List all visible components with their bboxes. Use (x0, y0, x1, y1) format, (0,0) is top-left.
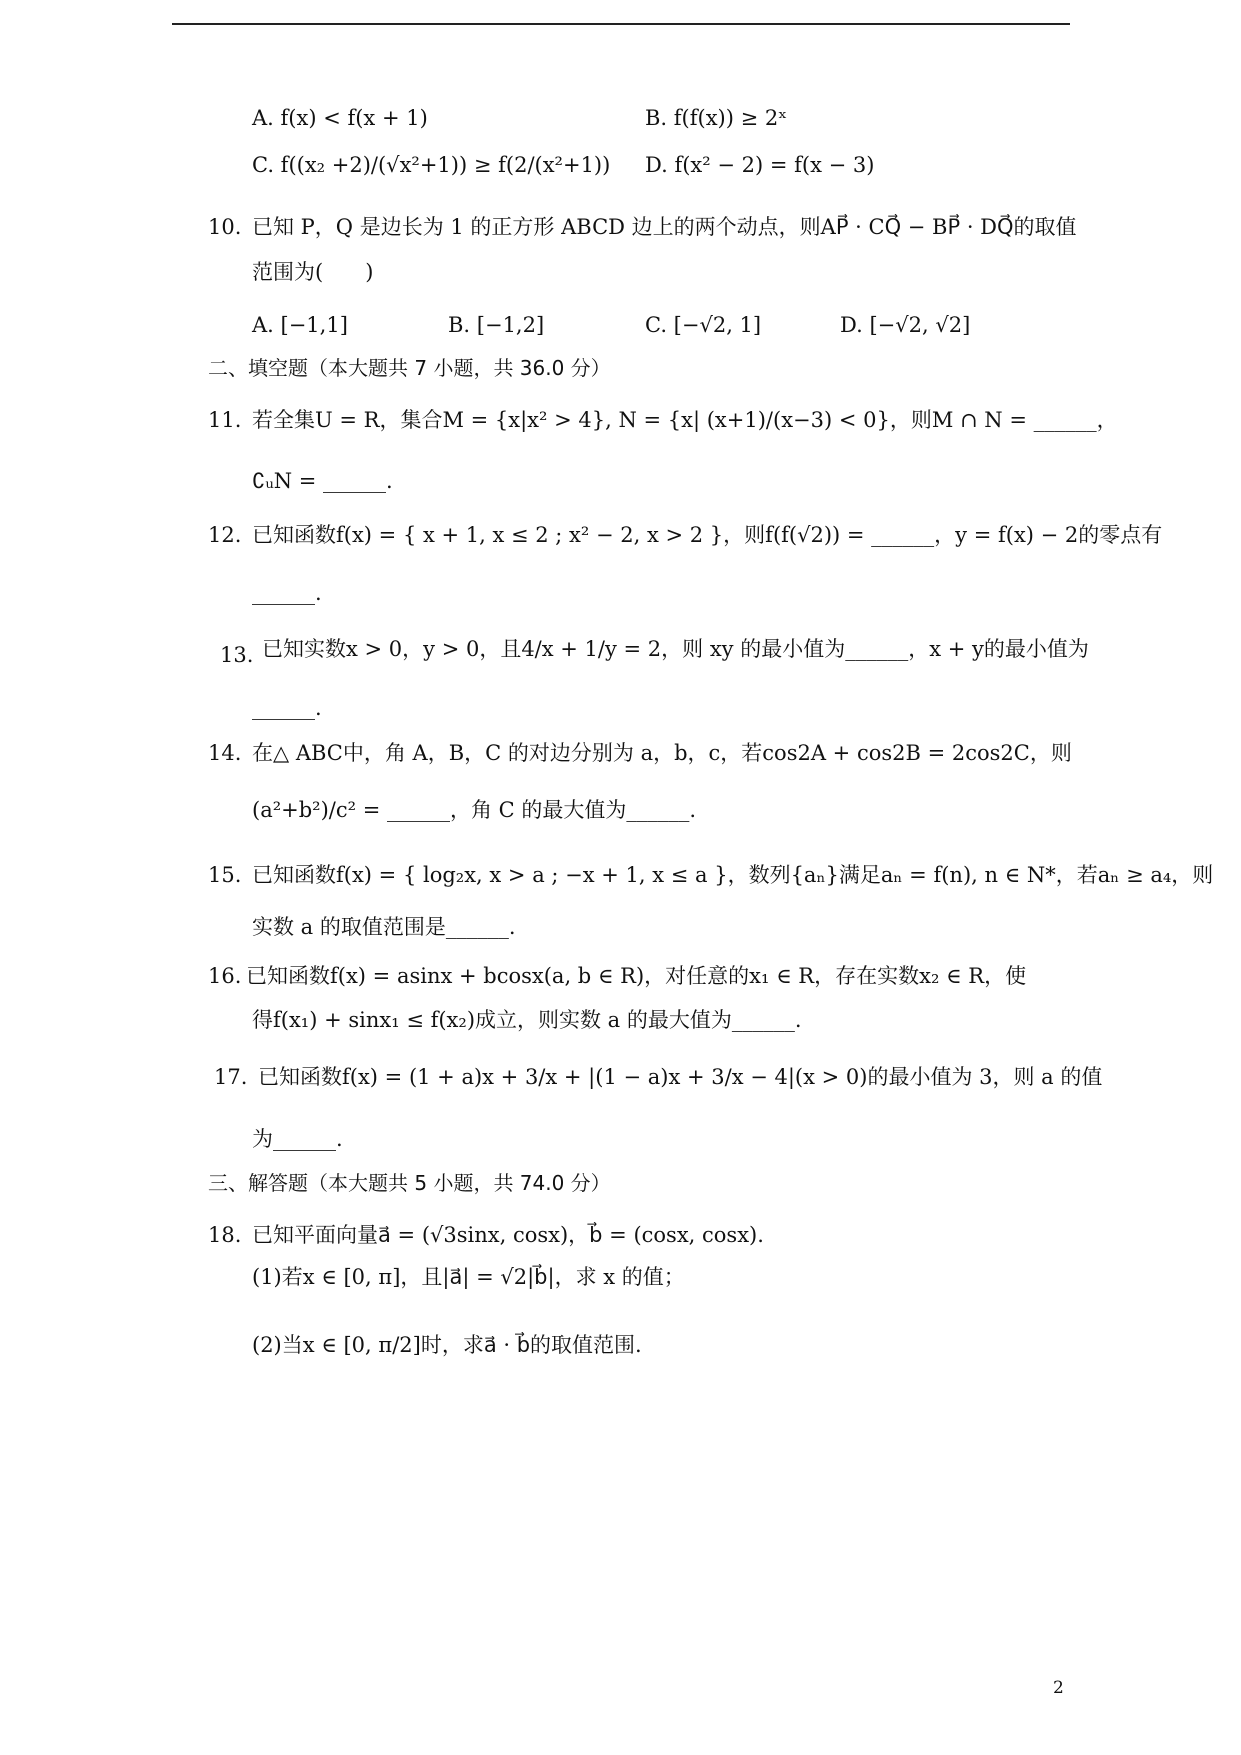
q18-number: 18. (208, 1223, 242, 1247)
q9-option-b: B. f(f(x)) ≥ 2ˣ (645, 106, 788, 130)
section-heading-fill-in: 二、填空题（本大题共 7 小题，共 36.0 分） (208, 356, 611, 380)
page-number: 2 (1053, 1678, 1064, 1698)
q10-text-line1: 已知 P，Q 是边长为 1 的正方形 ABCD 边上的两个动点，则AP⃗ · CQ⃗ − BP⃗ · DQ⃗的取值 (252, 215, 1077, 239)
q16-text-line2: 得f(x₁) + sinx₁ ≤ f(x₂)成立，则实数 a 的最大值为______. (252, 1008, 802, 1032)
q9-option-c: C. f((x₂ +2)/(√x²+1)) ≥ f(2/(x²+1)) (252, 153, 611, 177)
q10-option-d: D. [−√2, √2] (840, 313, 971, 337)
q17-text-line2: 为______. (252, 1127, 343, 1151)
q14-number: 14. (208, 741, 242, 765)
q15-text-line1: 已知函数f(x) = { log₂x, x > a ; −x + 1, x ≤ a }，数列{aₙ}满足aₙ = f(n), n ∈ N*，若aₙ ≥ a₄，则 (252, 863, 1214, 887)
q11-text-line2: ∁ᵤN = ______. (252, 469, 393, 493)
q12-number: 12. (208, 523, 242, 547)
q17-text-line1: 已知函数f(x) = (1 + a)x + 3/x + |(1 − a)x + 3/x − 4|(x > 0)的最小值为 3，则 a 的值 (258, 1065, 1103, 1089)
q10-option-c: C. [−√2, 1] (645, 313, 762, 337)
q18-part1: (1)若x ∈ [0, π]，且|a⃗| = √2|b⃗|，求 x 的值； (252, 1265, 685, 1289)
q15-number: 15. (208, 863, 242, 887)
q17-number: 17. (214, 1065, 248, 1089)
q11-text-line1: 若全集U = R，集合M = {x|x² > 4}, N = {x| (x+1)/(x−3) < 0}，则M ∩ N = ______， (252, 408, 1118, 432)
q16-number: 16. (208, 964, 242, 988)
q9-option-a: A. f(x) < f(x + 1) (252, 106, 428, 130)
q10-option-a: A. [−1,1] (252, 313, 348, 337)
q12-text-line1: 已知函数f(x) = { x + 1, x ≤ 2 ; x² − 2, x > 2 }，则f(f(√2)) = ______，y = f(x) − 2的零点有 (252, 523, 1163, 547)
q10-number: 10. (208, 215, 242, 239)
q14-text-line2: (a²+b²)/c² = ______，角 C 的最大值为______. (252, 798, 697, 822)
q14-text-line1: 在△ ABC中，角 A，B，C 的对边分别为 a，b，c，若cos2A + cos2B = 2cos2C，则 (252, 741, 1072, 765)
q18-text-line1: 已知平面向量a⃗ = (√3sinx, cosx)，b⃗ = (cosx, cosx). (252, 1223, 764, 1247)
q13-text-line2: ______. (252, 696, 322, 720)
q12-text-line2: ______. (252, 581, 322, 605)
q11-number: 11. (208, 408, 242, 432)
q16-text-line1: 已知函数f(x) = asinx + bcosx(a, b ∈ R)，对任意的x₁ ∈ R，存在实数x₂ ∈ R，使 (246, 964, 1027, 988)
q13-number: 13. (220, 643, 254, 667)
q9-option-d: D. f(x² − 2) = f(x − 3) (645, 153, 875, 177)
q18-part2: (2)当x ∈ [0, π/2]时，求a⃗ · b⃗的取值范围. (252, 1333, 642, 1357)
q13-text-line1: 已知实数x > 0，y > 0，且4/x + 1/y = 2，则 xy 的最小值为______，x + y的最小值为 (262, 637, 1089, 661)
q10-option-b: B. [−1,2] (448, 313, 545, 337)
q10-text-line2: 范围为( ) (252, 260, 374, 284)
q15-text-line2: 实数 a 的取值范围是______. (252, 915, 516, 939)
header-rule (172, 23, 1070, 25)
section-heading-answer: 三、解答题（本大题共 5 小题，共 74.0 分） (208, 1171, 611, 1195)
